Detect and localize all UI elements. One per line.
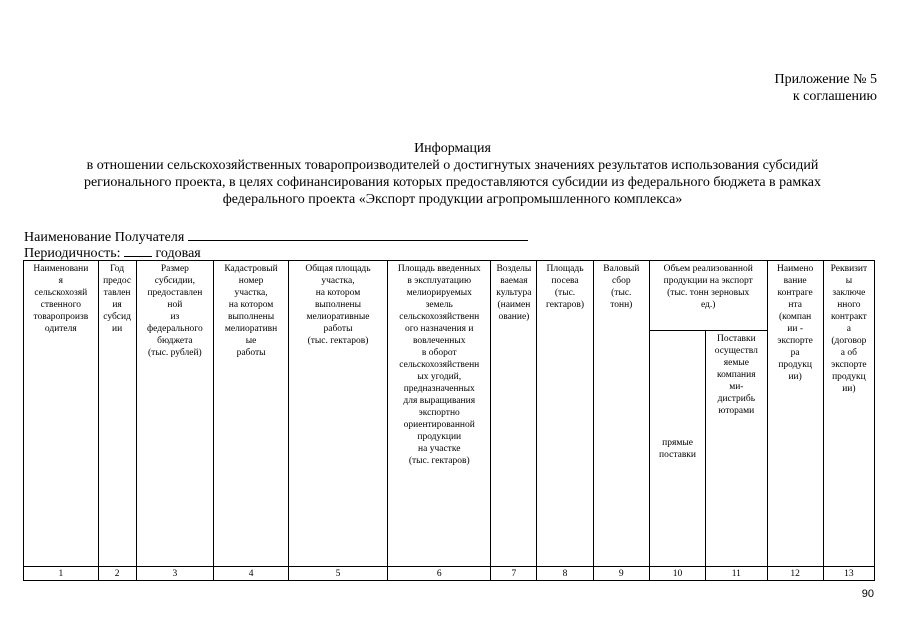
column-number-9: 9 [593,567,649,581]
column-number-3: 3 [136,567,214,581]
appendix-reference: к соглашению [792,89,877,104]
column-number-7: 7 [491,567,537,581]
header-subsidy-amount: Размер субсидии, предоставлен ной из федерального бюджета (тыс. рублей) [136,261,214,567]
subheader-direct-supplies: прямые поставки [649,331,705,567]
column-number-4: 4 [214,567,289,581]
recipient-label: Наименование Получателя [24,230,185,245]
column-number-1: 1 [24,567,99,581]
results-table [23,260,875,581]
title-heading: Информация [414,141,491,156]
column-number-2: 2 [98,567,136,581]
periodicity-blank [124,244,152,257]
column-number-13: 13 [823,567,874,581]
column-number-10: 10 [649,567,705,581]
periodicity-label: Периодичность: [24,246,121,261]
header-producer-name: Наименовани я сельскохозяй ственного товаропроизв одителя [24,261,99,567]
column-number-12: 12 [767,567,823,581]
header-export-volume: Объем реализованной продукции на экспорт (тыс. тонн зерновых ед.) [649,261,767,331]
header-total-area: Общая площадь участка, на котором выполнены мелиоративные работы (тыс. гектаров) [288,261,387,567]
header-contract-details: Реквизит ы заключе нного контракт а (договор а об экспорте продукц ии) [823,261,874,567]
header-crop: Возделы ваемая культура (наимен ование) [491,261,537,567]
column-number-8: 8 [537,567,593,581]
subheader-distributor-supplies: Поставки осуществл яемые компания ми- дистрибь юторами [706,331,767,567]
appendix-header [775,71,878,105]
recipient-blank [188,228,528,241]
header-gross-harvest: Валовый сбор (тыс. тонн) [593,261,649,567]
column-number-11: 11 [706,567,767,581]
header-cadastral-number: Кадастровый номер участка, на котором выполнены мелиоративн ые работы [214,261,289,567]
column-number-6: 6 [388,567,491,581]
document-title [0,140,905,208]
page-number: 90 [861,588,874,600]
header-sown-area: Площадь посева (тыс. гектаров) [537,261,593,567]
title-line-4: федерального проекта «Экспорт продукции агропромышленного комплекса» [222,192,683,207]
appendix-number: Приложение № 5 [774,72,877,87]
header-reclaimed-area: Площадь введенных в эксплуатацию мелиорируемых земель сельскохозяйственн ого назначения и вовлеченных в оборот сельскохозяйственн ых угодий, предназначенных для выращивания экспортно ориентированной продукции на участке (тыс. гектаров) [388,261,491,567]
header-counterparty: Наимено вание контраге нта (компан ии - экспорте ра продукц ии) [767,261,823,567]
column-number-5: 5 [288,567,387,581]
title-line-3: регионального проекта, в целях софинансирования которых предоставляются субсидии из федерального бюджета в рамках [83,175,822,190]
header-year: Год предос тавлен ия субсид ии [98,261,136,567]
title-line-2: в отношении сельскохозяйственных товаропроизводителей о достигнутых значениях результатов использования субсидий [86,158,819,173]
periodicity-value: годовая [155,246,201,261]
